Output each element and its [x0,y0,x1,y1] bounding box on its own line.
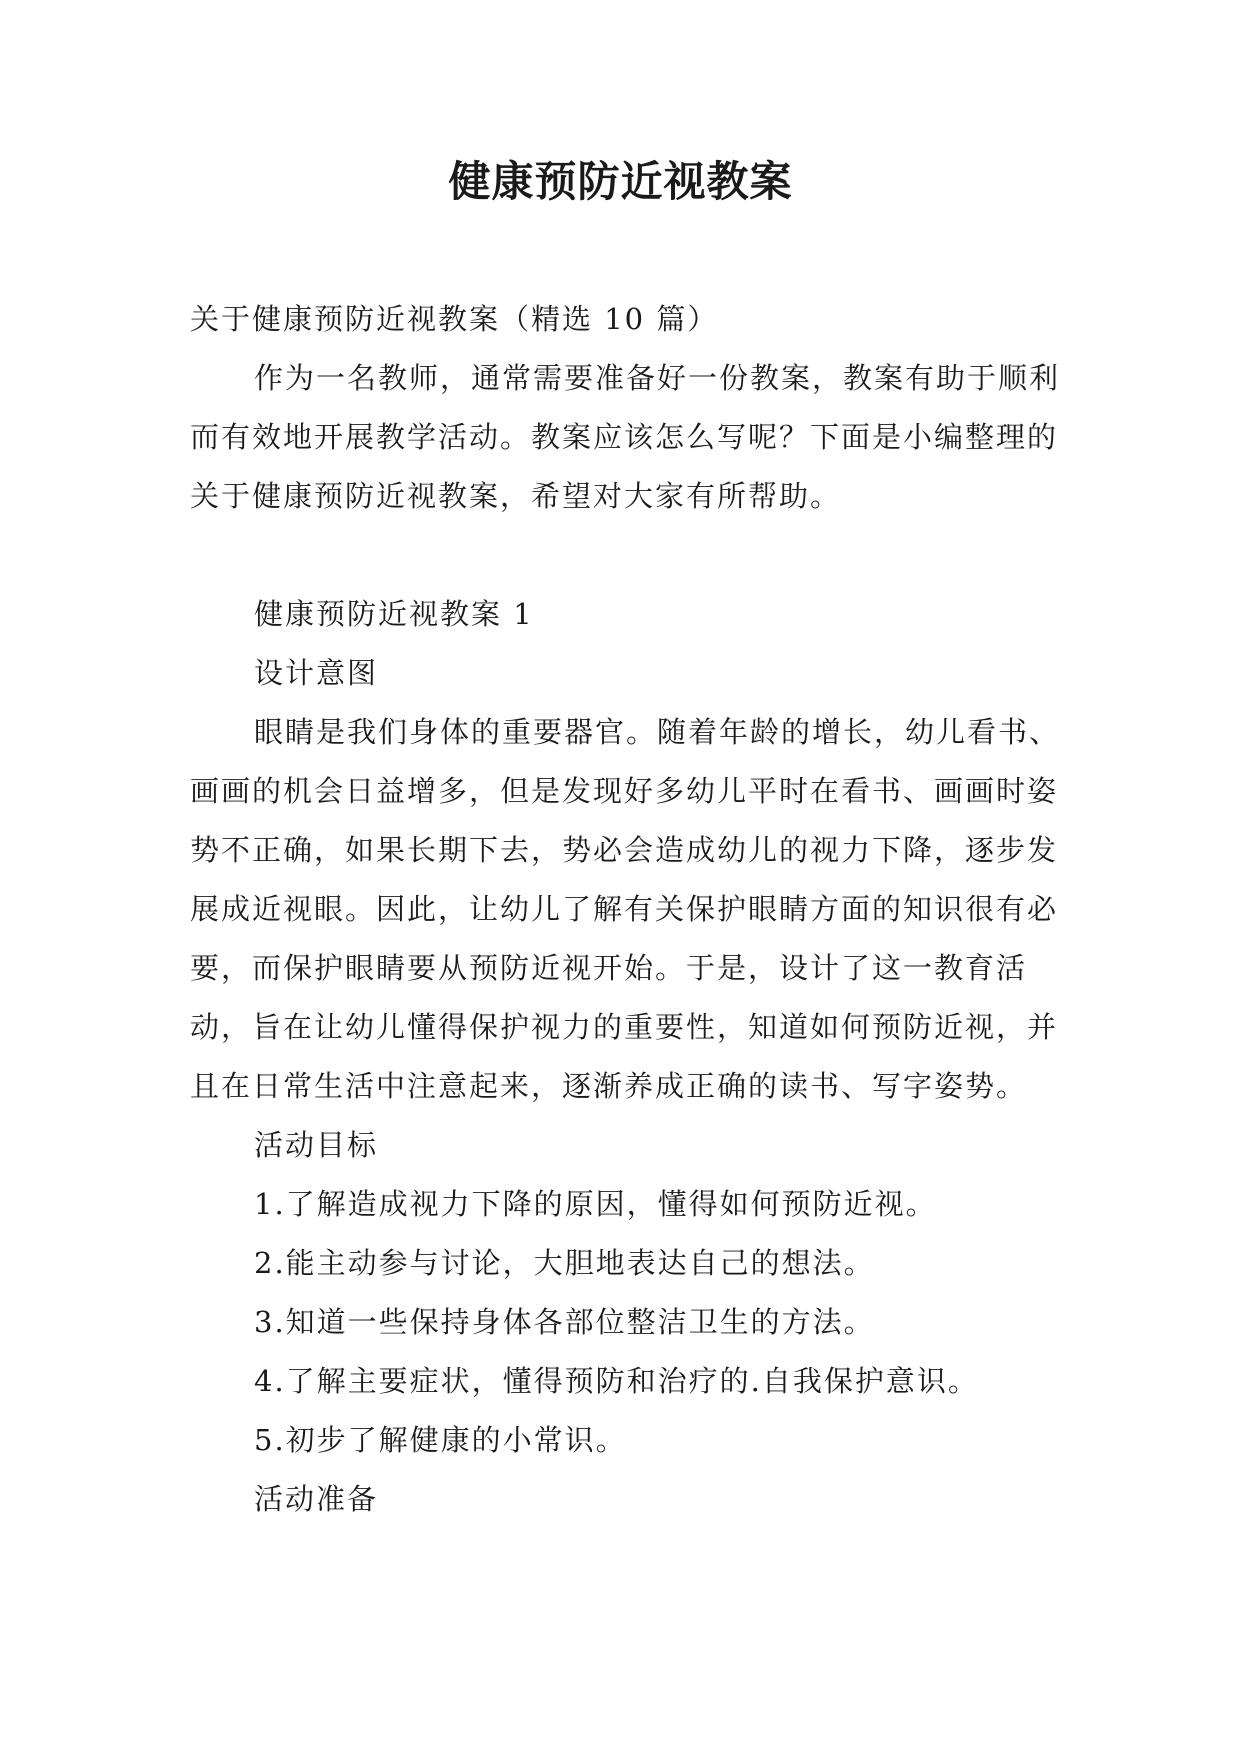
document-title: 健康预防近视教案 [448,157,793,206]
document-body [190,290,1060,1529]
intro-paragraph: 作为一名教师，通常需要准备好一份教案，教案有助于顺利而有效地开展教学活动。教案应该怎么写呢？下面是小编整理的关于健康预防近视教案，希望对大家有所帮助。 [190,361,1061,513]
design-paragraph: 眼睛是我们身体的重要器官。随着年龄的增长，幼儿看书、画画的机会日益增多，但是发现好多幼儿平时在看书、画画时姿势不正确，如果长期下去，势必会造成幼儿的视力下降，逐步发展成近视眼。因此，让幼儿了解有关保护眼睛方面的知识很有必要，而保护眼睛要从预防近视开始。于是，设计了这一教育活动，旨在让幼儿懂得保护视力的重要性，知道如何预防近视，并且在日常生活中注意起来，逐渐养成正确的读书、写字姿势。 [190,715,1061,1103]
design-heading: 设计意图 [254,656,379,690]
goal-item: 1.了解造成视力下降的原因，懂得如何预防近视。 [254,1187,937,1221]
goal-item: 2.能主动参与讨论，大胆地表达自己的想法。 [254,1246,875,1280]
intro-line: 关于健康预防近视教案（精选 10 篇） [190,302,719,336]
paragraph-gap [190,526,1060,585]
goals-heading: 活动目标 [254,1128,379,1162]
prep-heading: 活动准备 [254,1482,379,1516]
goal-item: 4.了解主要症状，懂得预防和治疗的.自我保护意识。 [254,1364,979,1398]
goal-item: 5.初步了解健康的小常识。 [254,1423,627,1457]
section-title: 健康预防近视教案 1 [254,597,534,631]
goal-item: 3.知道一些保持身体各部位整洁卫生的方法。 [254,1305,875,1339]
